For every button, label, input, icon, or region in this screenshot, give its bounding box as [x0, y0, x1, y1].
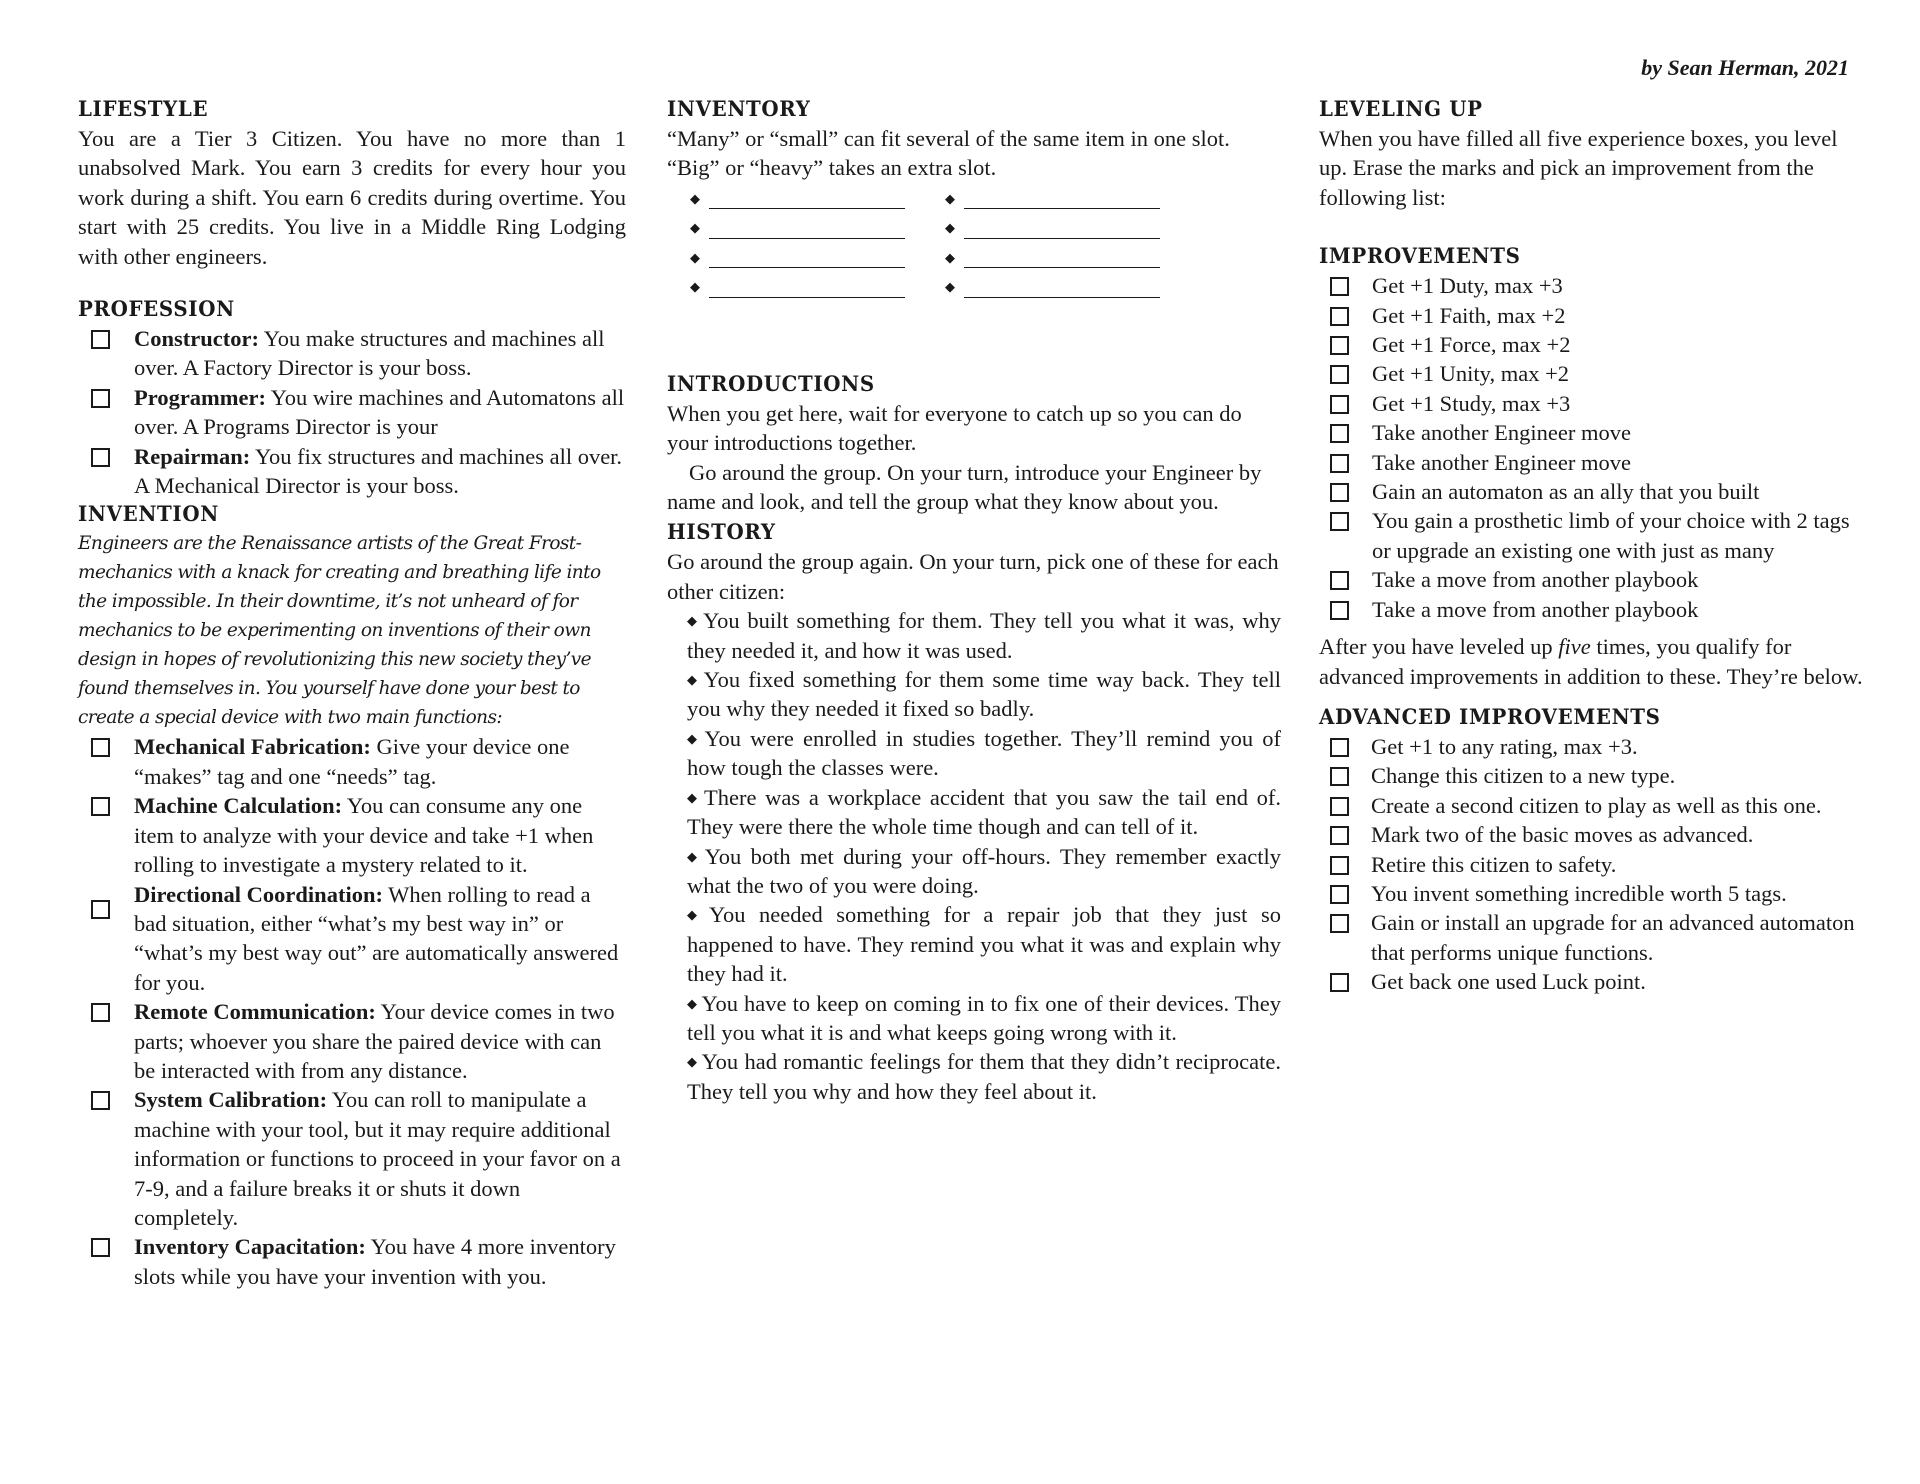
- checkbox[interactable]: [1330, 797, 1349, 816]
- checkbox[interactable]: [1330, 365, 1349, 384]
- write-line[interactable]: [709, 247, 905, 268]
- history-option: ◆ You have to keep on coming in to fix one of their devices. They tell you what it is and what keeps going wrong with it.: [687, 990, 1281, 1045]
- option-desc: Your device comes in two parts; whoever you share the paired device with can be interacted with from any distance.: [134, 999, 615, 1083]
- history-option: ◆ There was a workplace accident that you saw the tail end of. They were there the whole time though and can tell of it.: [687, 784, 1282, 840]
- option-name: Remote Communication:: [134, 999, 376, 1025]
- option-name: System Calibration:: [134, 1087, 328, 1113]
- diamond-bullet-icon: ◆: [687, 613, 700, 629]
- write-line[interactable]: [964, 188, 1160, 209]
- option-name: Inventory Capacitation:: [134, 1234, 366, 1260]
- checkbox[interactable]: [1330, 914, 1349, 933]
- write-line[interactable]: [709, 277, 905, 298]
- improvement-option[interactable]: Take another Engineer move: [1330, 448, 1869, 477]
- column-left: [78, 95, 626, 1291]
- inventory-slot[interactable]: [690, 213, 945, 243]
- option-name: Mechanical Fabrication:: [134, 734, 371, 760]
- write-line[interactable]: [709, 218, 905, 239]
- diamond-bullet-icon: ◆: [690, 220, 700, 236]
- invention-list: [91, 732, 626, 1291]
- diamond-bullet-icon: ◆: [687, 730, 701, 746]
- diamond-bullet-icon: ◆: [690, 190, 700, 206]
- history-option: ◆ You were enrolled in studies together. They’ll remind you of how tough the classes were.: [687, 725, 1282, 781]
- checkbox[interactable]: [1330, 826, 1349, 845]
- improvement-option[interactable]: Get +1 Faith, max +2: [1330, 301, 1869, 330]
- checkbox[interactable]: [1330, 424, 1349, 443]
- invention-option[interactable]: [91, 997, 626, 1085]
- inventory-slot[interactable]: [690, 243, 945, 273]
- inventory-slots: [690, 184, 1281, 302]
- history-list: [667, 606, 1281, 1106]
- diamond-bullet-icon: ◆: [690, 279, 700, 295]
- inventory-slot[interactable]: [945, 272, 1200, 302]
- improvement-option[interactable]: Take another Engineer move: [1330, 418, 1869, 447]
- invention-option[interactable]: [91, 791, 626, 879]
- checkbox[interactable]: [1330, 767, 1349, 786]
- option-desc: You make structures and machines all over. A Factory Director is your boss.: [134, 326, 605, 381]
- option-name: Repairman:: [134, 443, 251, 469]
- advanced-option[interactable]: You invent something incredible worth 5 tags.: [1330, 879, 1869, 908]
- history-option: ◆ You needed something for a repair job that they just so happened to have. They remind you what it was and explain why they had it.: [687, 902, 1281, 987]
- invention-intro: Engineers are the Renaissance artists of the Great Frost-mechanics with a knack for creating and breathing life into the impossible. In their downtime, it’s not unheard of for mechanics to be experimenting on inventions of their own design in hopes of revolutionizing this new society they’ve found themselves in. You yourself have done your best to create a special device with two main functions:: [78, 533, 601, 729]
- introductions-text: Go around the group. On your turn, introduce your Engineer by name and look, and tell the group what they know about you.: [667, 459, 1262, 515]
- inventory-heading: INVENTORY: [667, 97, 811, 122]
- diamond-bullet-icon: ◆: [687, 789, 701, 805]
- inventory-slot[interactable]: [690, 184, 945, 214]
- after-leveling-text: After you have leveled up five times, you qualify for advanced improvements in addition to these. They’re below.: [1319, 634, 1863, 689]
- option-desc: You wire machines and Automatons all over. A Programs Director is your: [134, 384, 625, 440]
- checkbox[interactable]: [91, 1091, 110, 1110]
- leveling-text: When you have filled all five experience boxes, you level up. Erase the marks and pick an improvement from the following list:: [1319, 126, 1838, 210]
- advanced-option[interactable]: Gain or install an upgrade for an advanced automaton that performs unique functions.: [1330, 908, 1869, 967]
- diamond-bullet-icon: ◆: [945, 190, 955, 206]
- history-option: ◆ You built something for them. They tell you what it was, why they needed it, and how it was used.: [687, 608, 1282, 663]
- checkbox[interactable]: [91, 738, 110, 757]
- option-desc: You can consume any one item to analyze with your device and take +1 when rolling to investigate a mystery related to it.: [134, 793, 594, 878]
- improvements-list: [1330, 271, 1869, 624]
- profession-option[interactable]: [91, 442, 626, 501]
- checkbox[interactable]: [1330, 601, 1349, 620]
- history-intro: Go around the group again. On your turn, pick one of these for each other citizen:: [667, 549, 1279, 604]
- option-desc: You fix structures and machines all over. A Mechanical Director is your boss.: [134, 443, 623, 499]
- invention-option[interactable]: [91, 732, 626, 791]
- checkbox[interactable]: [91, 1003, 110, 1022]
- option-name: Constructor:: [134, 326, 259, 352]
- advanced-heading: ADVANCED IMPROVEMENTS: [1319, 704, 1661, 730]
- option-desc: When rolling to read a bad situation, either “what’s my best way in” or “what’s my best way out” are automatically answered for you.: [134, 881, 619, 995]
- history-heading: HISTORY: [667, 520, 776, 546]
- inventory-slot[interactable]: [945, 243, 1200, 273]
- checkbox[interactable]: [1330, 738, 1349, 757]
- advanced-option[interactable]: Get +1 to any rating, max +3.: [1330, 732, 1869, 761]
- checkbox[interactable]: [91, 389, 110, 408]
- inventory-slot[interactable]: [945, 213, 1200, 243]
- checkbox[interactable]: [1330, 856, 1349, 875]
- improvements-heading: IMPROVEMENTS: [1319, 244, 1521, 270]
- checkbox[interactable]: [1330, 307, 1349, 326]
- inventory-slot[interactable]: [690, 272, 945, 302]
- improvement-option[interactable]: Take a move from another playbook: [1330, 595, 1869, 624]
- option-name: Directional Coordination:: [134, 881, 383, 907]
- checkbox[interactable]: [91, 900, 110, 919]
- diamond-bullet-icon: ◆: [687, 995, 698, 1011]
- author-credit: by Sean Herman, 2021: [1641, 55, 1849, 80]
- invention-heading: INVENTION: [78, 502, 219, 528]
- invention-option[interactable]: [91, 1232, 626, 1291]
- improvement-option[interactable]: Get +1 Duty, max +3: [1330, 271, 1869, 300]
- checkbox[interactable]: [1330, 277, 1349, 296]
- diamond-bullet-icon: ◆: [690, 249, 700, 265]
- introductions-text: When you get here, wait for everyone to catch up so you can do your introductions together.: [667, 400, 1242, 456]
- leveling-heading: LEVELING UP: [1319, 97, 1483, 122]
- checkbox[interactable]: [91, 797, 110, 816]
- checkbox[interactable]: [1330, 454, 1349, 473]
- diamond-bullet-icon: ◆: [945, 279, 955, 295]
- advanced-option[interactable]: Get back one used Luck point.: [1330, 967, 1869, 996]
- checkbox[interactable]: [1330, 973, 1349, 992]
- improvement-option[interactable]: Gain an automaton as an ally that you built: [1330, 477, 1869, 506]
- history-option: ◆ You fixed something for them some time way back. They tell you why they needed it fixed so badly.: [687, 667, 1281, 722]
- diamond-bullet-icon: ◆: [687, 848, 701, 864]
- profession-list: [91, 324, 626, 500]
- diamond-bullet-icon: ◆: [687, 1054, 698, 1070]
- improvement-option[interactable]: Get +1 Force, max +2: [1330, 330, 1869, 359]
- write-line[interactable]: [709, 188, 905, 209]
- advanced-option[interactable]: Change this citizen to a new type.: [1330, 761, 1869, 790]
- option-name: Programmer:: [134, 384, 267, 410]
- option-desc: You can roll to manipulate a machine with your tool, but it may require additional information or functions to proceed in your favor on a 7-9, and a failure breaks it or shuts it down completely.: [134, 1087, 621, 1230]
- option-desc: Give your device one “makes” tag and one “needs” tag.: [134, 734, 570, 789]
- introductions-heading: INTRODUCTIONS: [667, 371, 875, 397]
- column-right: [1319, 95, 1869, 997]
- checkbox[interactable]: [1330, 885, 1349, 904]
- advanced-option[interactable]: Mark two of the basic moves as advanced.: [1330, 820, 1869, 849]
- history-option: ◆ You had romantic feelings for them that they didn’t reciprocate. They tell you why and how they feel about it.: [687, 1049, 1282, 1104]
- option-desc: You have 4 more inventory slots while you have your invention with you.: [134, 1234, 616, 1289]
- checkbox[interactable]: [1330, 512, 1349, 531]
- profession-option[interactable]: [91, 324, 626, 383]
- checkbox[interactable]: [91, 330, 110, 349]
- write-line[interactable]: [964, 218, 1160, 239]
- checkbox[interactable]: [1330, 571, 1349, 590]
- checkbox[interactable]: [1330, 336, 1349, 355]
- improvement-option[interactable]: You gain a prosthetic limb of your choice with 2 tags or upgrade an existing one with just as many: [1330, 506, 1869, 565]
- improvement-option[interactable]: Get +1 Unity, max +2: [1330, 359, 1869, 388]
- write-line[interactable]: [964, 247, 1160, 268]
- diamond-bullet-icon: ◆: [945, 249, 955, 265]
- checkbox[interactable]: [1330, 483, 1349, 502]
- diamond-bullet-icon: ◆: [945, 220, 955, 236]
- option-name: Machine Calculation:: [134, 793, 343, 819]
- checkbox[interactable]: [1330, 395, 1349, 414]
- write-line[interactable]: [964, 277, 1160, 298]
- column-middle: [667, 95, 1281, 1106]
- improvement-option[interactable]: Get +1 Study, max +3: [1330, 389, 1869, 418]
- checkbox[interactable]: [91, 448, 110, 467]
- advanced-option[interactable]: Retire this citizen to safety.: [1330, 850, 1869, 879]
- history-option: ◆ You both met during your off-hours. They remember exactly what the two of you were doing.: [687, 843, 1282, 898]
- profession-option[interactable]: [91, 383, 626, 442]
- inventory-text: “Many” or “small” can fit several of the same item in one slot. “Big” or “heavy” takes an extra slot.: [667, 126, 1230, 181]
- profession-heading: PROFESSION: [78, 297, 235, 323]
- diamond-bullet-icon: ◆: [687, 907, 705, 923]
- inventory-slot[interactable]: [945, 184, 1200, 214]
- advanced-option[interactable]: Create a second citizen to play as well as this one.: [1330, 791, 1869, 820]
- lifestyle-heading: LIFESTYLE: [78, 97, 209, 122]
- improvement-option[interactable]: Take a move from another playbook: [1330, 565, 1869, 594]
- advanced-list: [1330, 732, 1869, 997]
- invention-option[interactable]: [91, 1085, 626, 1232]
- invention-option[interactable]: [91, 880, 626, 998]
- lifestyle-text: You are a Tier 3 Citizen. You have no more than 1 unabsolved Mark. You earn 3 credits for every hour you work during a shift. You earn 6 credits during overtime. You start with 25 credits. You live in a Middle Ring Lodging with other engineers.: [78, 126, 626, 269]
- checkbox[interactable]: [91, 1238, 110, 1257]
- diamond-bullet-icon: ◆: [687, 672, 700, 688]
